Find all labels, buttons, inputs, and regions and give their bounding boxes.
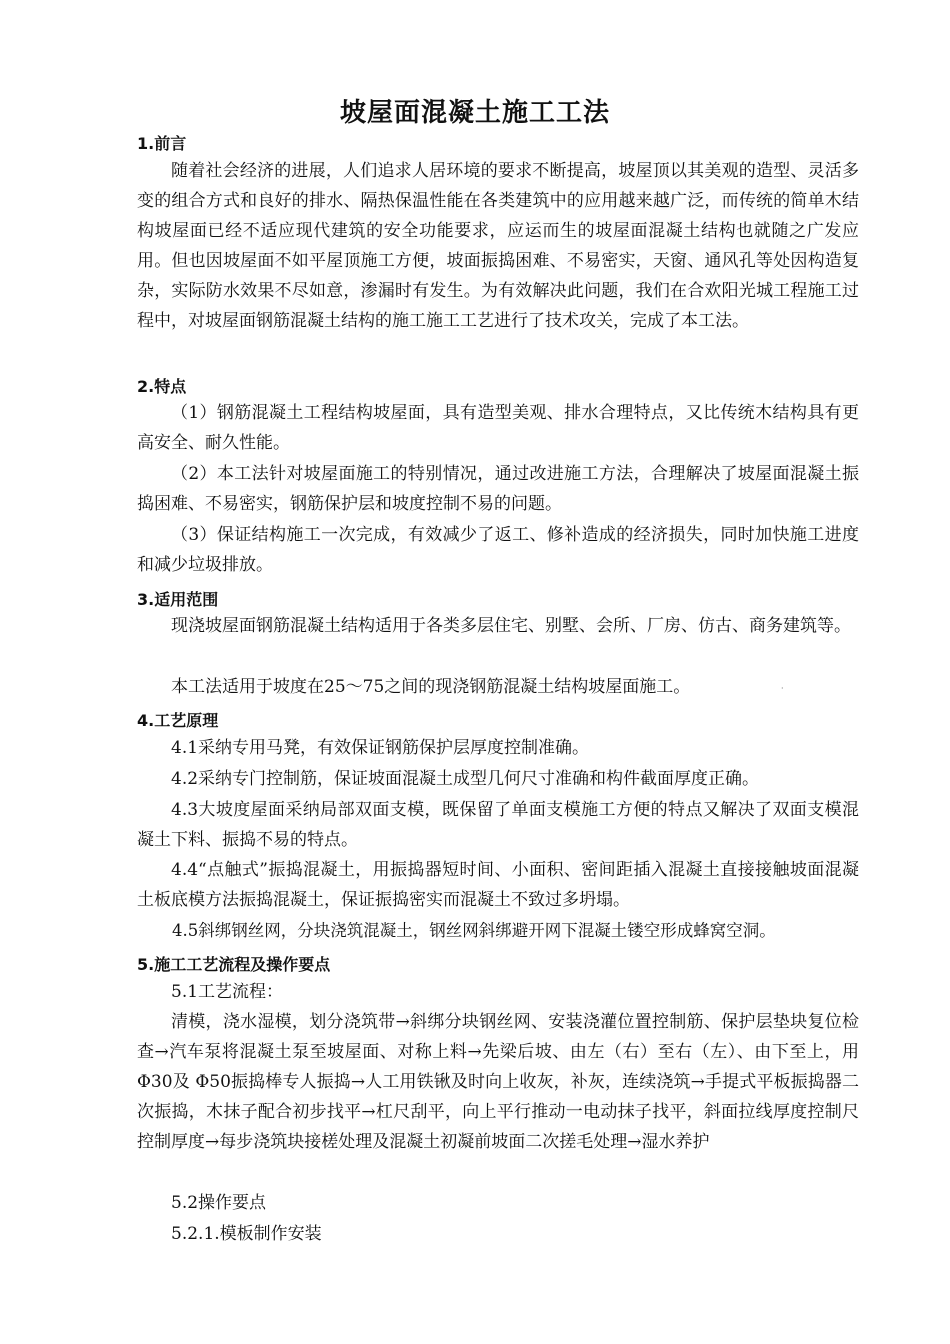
feature-paragraph-3: （3）保证结构施工一次完成，有效减少了返工、修补造成的经济损失，同时加快施工进度和减少垃圾排放。	[137, 525, 859, 575]
section-heading-preface: 1.前言	[137, 134, 187, 153]
principle-paragraph-3: 4.3大坡度屋面采纳局部双面支模，既保留了单面支模施工方便的特点又解决了双面支模混凝土下料、振捣不易的特点。	[137, 800, 859, 850]
stray-mark: ·	[781, 684, 784, 693]
principle-paragraph-1: 4.1采纳专用马凳，有效保证钢筋保护层厚度控制准确。	[171, 738, 590, 758]
scope-paragraph-2: 本工法适用于坡度在25～75之间的现浇钢筋混凝土结构坡屋面施工。	[171, 677, 691, 697]
formwork-heading: 5.2.1.模板制作安装	[171, 1224, 322, 1244]
feature-paragraph-2: （2）本工法针对坡屋面施工的特别情况，通过改进施工方法，合理解决了坡屋面混凝土振捣困难、不易密实，钢筋保护层和坡度控制不易的问题。	[137, 464, 859, 514]
section-heading-features: 2.特点	[137, 377, 187, 396]
feature-paragraph-1: （1）钢筋混凝土工程结构坡屋面，具有造型美观、排水合理特点，又比传统木结构具有更高安全、耐久性能。	[137, 403, 859, 453]
section-heading-principle: 4.工艺原理	[137, 711, 219, 730]
document-title: 坡屋面混凝土施工工法	[339, 98, 610, 128]
section-heading-process: 5.施工工艺流程及操作要点	[137, 955, 331, 974]
operation-points-heading: 5.2操作要点	[171, 1193, 267, 1213]
scope-paragraph-1: 现浇坡屋面钢筋混凝土结构适用于各类多层住宅、别墅、会所、厂房、仿古、商务建筑等。	[171, 616, 851, 636]
principle-paragraph-5: 4.5斜绑钢丝网，分块浇筑混凝土，钢丝网斜绑避开网下混凝土镂空形成蜂窝空洞。	[172, 921, 776, 940]
process-subheading: 5.1工艺流程：	[171, 982, 284, 1002]
preface-paragraph: 随着社会经济的进展，人们追求人居环境的要求不断提高，坡屋顶以其美观的造型、灵活多变的组合方式和良好的排水、隔热保温性能在各类建筑中的应用越来越广泛，而传统的简单木结构坡屋面已经不适应现代建筑的安全功能要求，应运而生的坡屋面混凝土结构也就随之广发应用。但也因坡屋面不如平屋顶施工方便，坡面振捣困难、不易密实，天窗、通风孔等处因构造复杂，实际防水效果不尽如意，渗漏时有发生。为有效解决此问题，我们在合欢阳光城工程施工过程中，对坡屋面钢筋混凝土结构的施工施工工艺进行了技术攻关，完成了本工法。	[137, 161, 859, 331]
principle-paragraph-4: 4.4“点触式”振捣混凝土，用振捣器短时间、小面积、密间距插入混凝土直接接触坡面混凝土板底模方法振捣混凝土，保证振捣密实而混凝土不致过多坍塌。	[137, 860, 859, 910]
section-heading-scope: 3.适用范围	[137, 590, 219, 609]
process-flow-paragraph: 清模，浇水湿模，划分浇筑带→斜绑分块钢丝网、安装浇灌位置控制筋、保护层垫块复位检查→汽车泵将混凝土泵至坡屋面、对称上料→先梁后坡、由左（右）至右（左）、由下至上，用 Φ30及 Φ50振捣棒专人振捣→人工用铁锹及时向上收灰，补灰，连续浇筑→手提式平板振捣器二次振捣，木抹子配合初步找平→杠尺刮平，向上平行推动一电动抹子找平，斜面拉线厚度控制尺控制厚度→每步浇筑块接槎处理及混凝土初凝前坡面二次搓毛处理→湿水养护	[137, 1012, 859, 1152]
principle-paragraph-2: 4.2采纳专门控制筋，保证坡面混凝土成型几何尺寸准确和构件截面厚度正确。	[171, 769, 760, 789]
